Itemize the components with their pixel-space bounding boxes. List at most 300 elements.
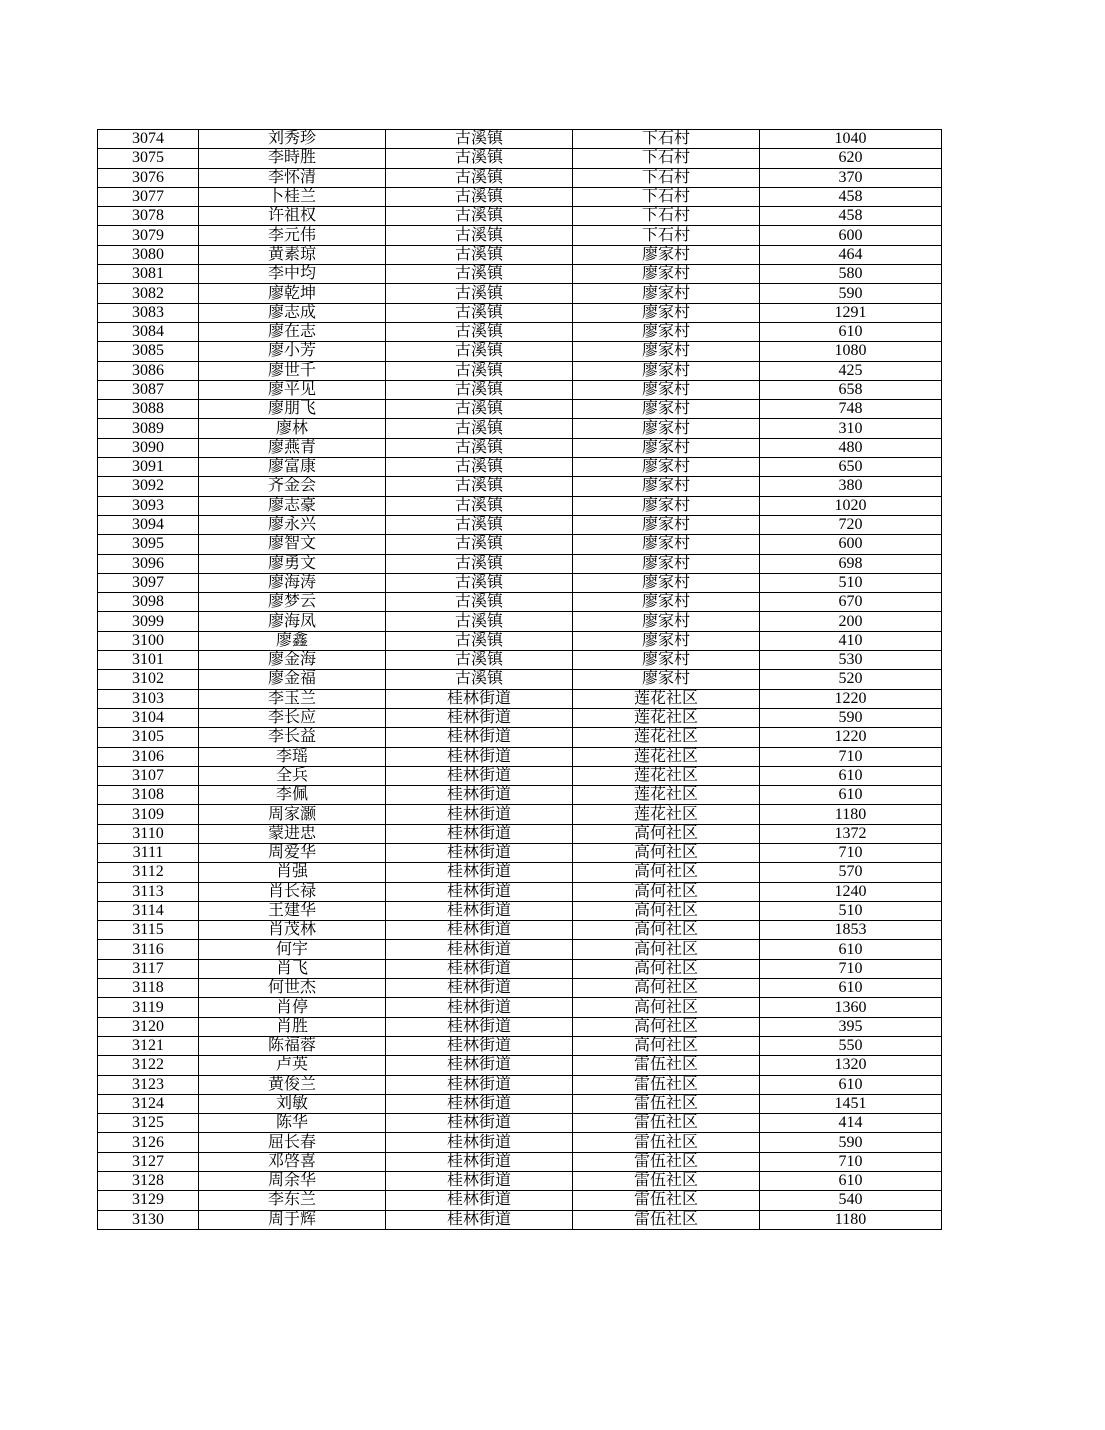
village-cell: 廖家村 xyxy=(573,651,760,670)
table-row xyxy=(98,187,942,206)
table-row xyxy=(98,361,942,380)
village-cell: 高何社区 xyxy=(573,901,760,920)
table-row xyxy=(98,863,942,882)
amount-cell: 610 xyxy=(760,979,942,998)
village-cell: 高何社区 xyxy=(573,824,760,843)
village-cell: 廖家村 xyxy=(573,593,760,612)
name-cell: 廖平见 xyxy=(199,380,386,399)
serial-number-cell: 3104 xyxy=(98,708,199,727)
name-cell: 李怀清 xyxy=(199,168,386,187)
town-cell: 桂林街道 xyxy=(386,1094,573,1113)
amount-cell: 1240 xyxy=(760,882,942,901)
serial-number-cell: 3102 xyxy=(98,670,199,689)
name-cell: 廖燕青 xyxy=(199,438,386,457)
village-cell: 廖家村 xyxy=(573,515,760,534)
town-cell: 桂林街道 xyxy=(386,940,573,959)
amount-cell: 550 xyxy=(760,1036,942,1055)
table-row xyxy=(98,1152,942,1171)
name-cell: 李中均 xyxy=(199,265,386,284)
village-cell: 高何社区 xyxy=(573,979,760,998)
serial-number-cell: 3125 xyxy=(98,1114,199,1133)
table-row xyxy=(98,284,942,303)
town-cell: 桂林街道 xyxy=(386,959,573,978)
amount-cell: 710 xyxy=(760,843,942,862)
amount-cell: 720 xyxy=(760,515,942,534)
name-cell: 廖梦云 xyxy=(199,593,386,612)
amount-cell: 1080 xyxy=(760,342,942,361)
amount-cell: 1291 xyxy=(760,303,942,322)
table-row xyxy=(98,882,942,901)
village-cell: 廖家村 xyxy=(573,342,760,361)
table-row xyxy=(98,979,942,998)
serial-number-cell: 3093 xyxy=(98,496,199,515)
village-cell: 廖家村 xyxy=(573,284,760,303)
town-cell: 古溪镇 xyxy=(386,631,573,650)
village-cell: 廖家村 xyxy=(573,400,760,419)
amount-cell: 570 xyxy=(760,863,942,882)
table-row xyxy=(98,515,942,534)
name-cell: 廖永兴 xyxy=(199,515,386,534)
town-cell: 古溪镇 xyxy=(386,149,573,168)
table-row xyxy=(98,265,942,284)
village-cell: 莲花社区 xyxy=(573,766,760,785)
name-cell: 肖强 xyxy=(199,863,386,882)
amount-cell: 620 xyxy=(760,149,942,168)
village-cell: 廖家村 xyxy=(573,631,760,650)
name-cell: 王建华 xyxy=(199,901,386,920)
town-cell: 古溪镇 xyxy=(386,458,573,477)
name-cell: 廖乾坤 xyxy=(199,284,386,303)
amount-cell: 610 xyxy=(760,1172,942,1191)
table-row xyxy=(98,573,942,592)
name-cell: 蒙进忠 xyxy=(199,824,386,843)
amount-cell: 200 xyxy=(760,612,942,631)
table-row xyxy=(98,805,942,824)
amount-cell: 1320 xyxy=(760,1056,942,1075)
village-cell: 莲花社区 xyxy=(573,747,760,766)
serial-number-cell: 3121 xyxy=(98,1036,199,1055)
serial-number-cell: 3120 xyxy=(98,1017,199,1036)
amount-cell: 1220 xyxy=(760,689,942,708)
town-cell: 古溪镇 xyxy=(386,496,573,515)
village-cell: 廖家村 xyxy=(573,535,760,554)
table-row xyxy=(98,843,942,862)
serial-number-cell: 3107 xyxy=(98,766,199,785)
name-cell: 李东兰 xyxy=(199,1191,386,1210)
town-cell: 桂林街道 xyxy=(386,1056,573,1075)
town-cell: 桂林街道 xyxy=(386,1114,573,1133)
name-cell: 廖勇文 xyxy=(199,554,386,573)
village-cell: 雷伍社区 xyxy=(573,1191,760,1210)
town-cell: 古溪镇 xyxy=(386,612,573,631)
town-cell: 桂林街道 xyxy=(386,1133,573,1152)
village-cell: 廖家村 xyxy=(573,670,760,689)
town-cell: 桂林街道 xyxy=(386,1152,573,1171)
amount-cell: 610 xyxy=(760,940,942,959)
table-row xyxy=(98,766,942,785)
village-cell: 雷伍社区 xyxy=(573,1172,760,1191)
town-cell: 古溪镇 xyxy=(386,573,573,592)
amount-cell: 600 xyxy=(760,226,942,245)
town-cell: 桂林街道 xyxy=(386,747,573,766)
serial-number-cell: 3096 xyxy=(98,554,199,573)
amount-cell: 530 xyxy=(760,651,942,670)
name-cell: 李元伟 xyxy=(199,226,386,245)
amount-cell: 520 xyxy=(760,670,942,689)
name-cell: 黄素琼 xyxy=(199,245,386,264)
name-cell: 李瑶 xyxy=(199,747,386,766)
amount-cell: 710 xyxy=(760,747,942,766)
name-cell: 廖志豪 xyxy=(199,496,386,515)
name-cell: 廖智文 xyxy=(199,535,386,554)
table-row xyxy=(98,747,942,766)
table-row xyxy=(98,593,942,612)
amount-cell: 510 xyxy=(760,573,942,592)
amount-cell: 480 xyxy=(760,438,942,457)
serial-number-cell: 3115 xyxy=(98,921,199,940)
town-cell: 古溪镇 xyxy=(386,670,573,689)
name-cell: 廖金福 xyxy=(199,670,386,689)
serial-number-cell: 3097 xyxy=(98,573,199,592)
name-cell: 廖富康 xyxy=(199,458,386,477)
village-cell: 廖家村 xyxy=(573,477,760,496)
name-cell: 卜桂兰 xyxy=(199,187,386,206)
name-cell: 肖长禄 xyxy=(199,882,386,901)
village-cell: 莲花社区 xyxy=(573,689,760,708)
table-row xyxy=(98,1056,942,1075)
village-cell: 下石村 xyxy=(573,207,760,226)
town-cell: 桂林街道 xyxy=(386,689,573,708)
town-cell: 古溪镇 xyxy=(386,226,573,245)
table-row xyxy=(98,149,942,168)
village-cell: 雷伍社区 xyxy=(573,1075,760,1094)
amount-cell: 610 xyxy=(760,1075,942,1094)
town-cell: 桂林街道 xyxy=(386,766,573,785)
village-cell: 下石村 xyxy=(573,187,760,206)
village-cell: 高何社区 xyxy=(573,940,760,959)
amount-cell: 610 xyxy=(760,786,942,805)
serial-number-cell: 3079 xyxy=(98,226,199,245)
serial-number-cell: 3113 xyxy=(98,882,199,901)
roster-table xyxy=(97,129,942,1230)
name-cell: 廖在志 xyxy=(199,322,386,341)
amount-cell: 410 xyxy=(760,631,942,650)
serial-number-cell: 3126 xyxy=(98,1133,199,1152)
amount-cell: 510 xyxy=(760,901,942,920)
serial-number-cell: 3111 xyxy=(98,843,199,862)
serial-number-cell: 3082 xyxy=(98,284,199,303)
town-cell: 古溪镇 xyxy=(386,438,573,457)
table-row xyxy=(98,226,942,245)
serial-number-cell: 3085 xyxy=(98,342,199,361)
name-cell: 周爱华 xyxy=(199,843,386,862)
town-cell: 桂林街道 xyxy=(386,1036,573,1055)
name-cell: 肖茂林 xyxy=(199,921,386,940)
table-row xyxy=(98,940,942,959)
village-cell: 莲花社区 xyxy=(573,805,760,824)
name-cell: 肖胜 xyxy=(199,1017,386,1036)
name-cell: 屈长春 xyxy=(199,1133,386,1152)
amount-cell: 1220 xyxy=(760,728,942,747)
serial-number-cell: 3091 xyxy=(98,458,199,477)
serial-number-cell: 3099 xyxy=(98,612,199,631)
village-cell: 廖家村 xyxy=(573,458,760,477)
amount-cell: 425 xyxy=(760,361,942,380)
village-cell: 廖家村 xyxy=(573,322,760,341)
table-row xyxy=(98,477,942,496)
table-row xyxy=(98,419,942,438)
table-row xyxy=(98,1094,942,1113)
name-cell: 许祖权 xyxy=(199,207,386,226)
table-row xyxy=(98,708,942,727)
serial-number-cell: 3122 xyxy=(98,1056,199,1075)
village-cell: 廖家村 xyxy=(573,419,760,438)
amount-cell: 710 xyxy=(760,959,942,978)
village-cell: 雷伍社区 xyxy=(573,1094,760,1113)
amount-cell: 464 xyxy=(760,245,942,264)
serial-number-cell: 3092 xyxy=(98,477,199,496)
name-cell: 廖海涛 xyxy=(199,573,386,592)
serial-number-cell: 3095 xyxy=(98,535,199,554)
town-cell: 古溪镇 xyxy=(386,554,573,573)
table-row xyxy=(98,651,942,670)
table-row xyxy=(98,631,942,650)
table-row xyxy=(98,998,942,1017)
village-cell: 雷伍社区 xyxy=(573,1056,760,1075)
name-cell: 李佩 xyxy=(199,786,386,805)
town-cell: 桂林街道 xyxy=(386,708,573,727)
village-cell: 廖家村 xyxy=(573,265,760,284)
serial-number-cell: 3089 xyxy=(98,419,199,438)
serial-number-cell: 3124 xyxy=(98,1094,199,1113)
town-cell: 古溪镇 xyxy=(386,187,573,206)
town-cell: 古溪镇 xyxy=(386,130,573,149)
table-row xyxy=(98,400,942,419)
village-cell: 下石村 xyxy=(573,226,760,245)
table-row xyxy=(98,728,942,747)
name-cell: 廖朋飞 xyxy=(199,400,386,419)
name-cell: 廖志成 xyxy=(199,303,386,322)
village-cell: 高何社区 xyxy=(573,882,760,901)
village-cell: 廖家村 xyxy=(573,303,760,322)
village-cell: 莲花社区 xyxy=(573,708,760,727)
amount-cell: 380 xyxy=(760,477,942,496)
name-cell: 黄俊兰 xyxy=(199,1075,386,1094)
village-cell: 下石村 xyxy=(573,130,760,149)
village-cell: 莲花社区 xyxy=(573,786,760,805)
village-cell: 廖家村 xyxy=(573,245,760,264)
town-cell: 桂林街道 xyxy=(386,728,573,747)
table-row xyxy=(98,207,942,226)
town-cell: 桂林街道 xyxy=(386,786,573,805)
name-cell: 周余华 xyxy=(199,1172,386,1191)
amount-cell: 310 xyxy=(760,419,942,438)
table-row xyxy=(98,689,942,708)
table-row xyxy=(98,535,942,554)
name-cell: 周于辉 xyxy=(199,1210,386,1229)
table-row xyxy=(98,1210,942,1229)
serial-number-cell: 3108 xyxy=(98,786,199,805)
serial-number-cell: 3127 xyxy=(98,1152,199,1171)
name-cell: 廖鑫 xyxy=(199,631,386,650)
amount-cell: 1360 xyxy=(760,998,942,1017)
amount-cell: 698 xyxy=(760,554,942,573)
town-cell: 桂林街道 xyxy=(386,863,573,882)
amount-cell: 1372 xyxy=(760,824,942,843)
town-cell: 桂林街道 xyxy=(386,1017,573,1036)
town-cell: 古溪镇 xyxy=(386,380,573,399)
amount-cell: 540 xyxy=(760,1191,942,1210)
town-cell: 古溪镇 xyxy=(386,651,573,670)
name-cell: 陈华 xyxy=(199,1114,386,1133)
table-row xyxy=(98,1133,942,1152)
serial-number-cell: 3080 xyxy=(98,245,199,264)
name-cell: 刘秀珍 xyxy=(199,130,386,149)
village-cell: 高何社区 xyxy=(573,959,760,978)
serial-number-cell: 3112 xyxy=(98,863,199,882)
table-row xyxy=(98,380,942,399)
town-cell: 桂林街道 xyxy=(386,1172,573,1191)
village-cell: 廖家村 xyxy=(573,496,760,515)
serial-number-cell: 3100 xyxy=(98,631,199,650)
amount-cell: 610 xyxy=(760,322,942,341)
table-row xyxy=(98,245,942,264)
serial-number-cell: 3075 xyxy=(98,149,199,168)
name-cell: 廖金海 xyxy=(199,651,386,670)
serial-number-cell: 3123 xyxy=(98,1075,199,1094)
name-cell: 卢英 xyxy=(199,1056,386,1075)
serial-number-cell: 3130 xyxy=(98,1210,199,1229)
name-cell: 齐金会 xyxy=(199,477,386,496)
town-cell: 桂林街道 xyxy=(386,921,573,940)
town-cell: 桂林街道 xyxy=(386,843,573,862)
town-cell: 古溪镇 xyxy=(386,593,573,612)
name-cell: 廖世千 xyxy=(199,361,386,380)
table-row xyxy=(98,1172,942,1191)
name-cell: 邓啓喜 xyxy=(199,1152,386,1171)
town-cell: 桂林街道 xyxy=(386,824,573,843)
table-row xyxy=(98,1191,942,1210)
village-cell: 高何社区 xyxy=(573,863,760,882)
name-cell: 周家灏 xyxy=(199,805,386,824)
table-row xyxy=(98,303,942,322)
amount-cell: 458 xyxy=(760,207,942,226)
serial-number-cell: 3076 xyxy=(98,168,199,187)
town-cell: 古溪镇 xyxy=(386,535,573,554)
name-cell: 李玉兰 xyxy=(199,689,386,708)
village-cell: 高何社区 xyxy=(573,921,760,940)
amount-cell: 1853 xyxy=(760,921,942,940)
serial-number-cell: 3094 xyxy=(98,515,199,534)
table-row xyxy=(98,1036,942,1055)
serial-number-cell: 3101 xyxy=(98,651,199,670)
village-cell: 莲花社区 xyxy=(573,728,760,747)
town-cell: 古溪镇 xyxy=(386,265,573,284)
amount-cell: 1180 xyxy=(760,805,942,824)
serial-number-cell: 3128 xyxy=(98,1172,199,1191)
table-row xyxy=(98,786,942,805)
serial-number-cell: 3109 xyxy=(98,805,199,824)
village-cell: 廖家村 xyxy=(573,438,760,457)
amount-cell: 1451 xyxy=(760,1094,942,1113)
name-cell: 全兵 xyxy=(199,766,386,785)
serial-number-cell: 3114 xyxy=(98,901,199,920)
table-row xyxy=(98,458,942,477)
serial-number-cell: 3106 xyxy=(98,747,199,766)
serial-number-cell: 3077 xyxy=(98,187,199,206)
town-cell: 古溪镇 xyxy=(386,168,573,187)
town-cell: 桂林街道 xyxy=(386,998,573,1017)
amount-cell: 580 xyxy=(760,265,942,284)
serial-number-cell: 3088 xyxy=(98,400,199,419)
amount-cell: 590 xyxy=(760,708,942,727)
village-cell: 廖家村 xyxy=(573,380,760,399)
amount-cell: 650 xyxy=(760,458,942,477)
roster-table-body xyxy=(98,130,942,1230)
town-cell: 古溪镇 xyxy=(386,342,573,361)
serial-number-cell: 3084 xyxy=(98,322,199,341)
table-row xyxy=(98,168,942,187)
amount-cell: 658 xyxy=(760,380,942,399)
town-cell: 古溪镇 xyxy=(386,400,573,419)
village-cell: 高何社区 xyxy=(573,1017,760,1036)
serial-number-cell: 3105 xyxy=(98,728,199,747)
village-cell: 廖家村 xyxy=(573,612,760,631)
town-cell: 古溪镇 xyxy=(386,245,573,264)
village-cell: 廖家村 xyxy=(573,361,760,380)
serial-number-cell: 3083 xyxy=(98,303,199,322)
name-cell: 李长应 xyxy=(199,708,386,727)
village-cell: 廖家村 xyxy=(573,573,760,592)
name-cell: 廖林 xyxy=(199,419,386,438)
serial-number-cell: 3110 xyxy=(98,824,199,843)
table-row xyxy=(98,901,942,920)
name-cell: 肖飞 xyxy=(199,959,386,978)
amount-cell: 1020 xyxy=(760,496,942,515)
name-cell: 李時胜 xyxy=(199,149,386,168)
town-cell: 古溪镇 xyxy=(386,284,573,303)
amount-cell: 1180 xyxy=(760,1210,942,1229)
amount-cell: 370 xyxy=(760,168,942,187)
table-row xyxy=(98,322,942,341)
table-row xyxy=(98,1114,942,1133)
village-cell: 高何社区 xyxy=(573,843,760,862)
table-row xyxy=(98,824,942,843)
town-cell: 桂林街道 xyxy=(386,1075,573,1094)
table-row xyxy=(98,921,942,940)
table-row xyxy=(98,959,942,978)
serial-number-cell: 3129 xyxy=(98,1191,199,1210)
amount-cell: 590 xyxy=(760,1133,942,1152)
village-cell: 雷伍社区 xyxy=(573,1210,760,1229)
table-row xyxy=(98,342,942,361)
amount-cell: 710 xyxy=(760,1152,942,1171)
amount-cell: 610 xyxy=(760,766,942,785)
serial-number-cell: 3078 xyxy=(98,207,199,226)
town-cell: 古溪镇 xyxy=(386,515,573,534)
name-cell: 刘敏 xyxy=(199,1094,386,1113)
serial-number-cell: 3087 xyxy=(98,380,199,399)
village-cell: 高何社区 xyxy=(573,1036,760,1055)
town-cell: 桂林街道 xyxy=(386,1210,573,1229)
village-cell: 下石村 xyxy=(573,149,760,168)
serial-number-cell: 3116 xyxy=(98,940,199,959)
serial-number-cell: 3118 xyxy=(98,979,199,998)
village-cell: 高何社区 xyxy=(573,998,760,1017)
town-cell: 古溪镇 xyxy=(386,303,573,322)
town-cell: 古溪镇 xyxy=(386,361,573,380)
town-cell: 桂林街道 xyxy=(386,1191,573,1210)
